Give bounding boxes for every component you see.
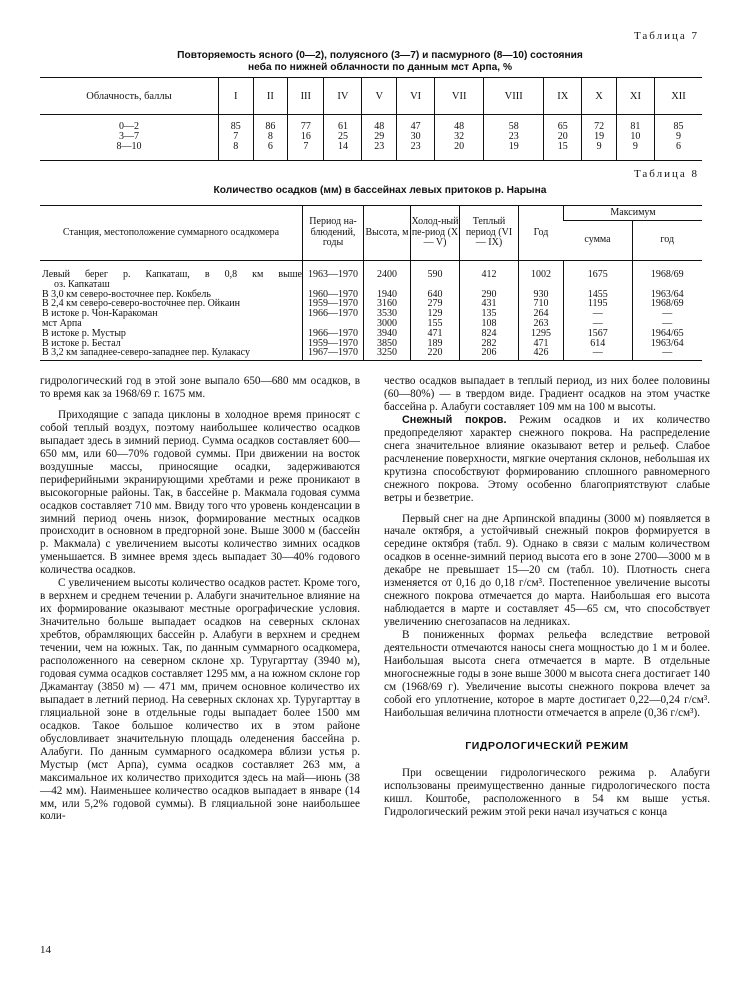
cell: 72 <box>594 121 605 132</box>
cell: 7 <box>303 141 309 152</box>
cell: 14 <box>337 141 348 152</box>
warm-value: 824 <box>481 327 497 339</box>
cell: 9 <box>675 131 681 142</box>
height-col <box>364 261 411 361</box>
month-col <box>253 115 288 161</box>
cell: 6 <box>675 141 681 152</box>
cell: 65 <box>557 121 568 132</box>
max-sum-value: 1675 <box>587 269 608 280</box>
cell: 8 <box>267 131 273 142</box>
year-value: 264 <box>533 308 549 320</box>
year-col <box>519 261 564 361</box>
month-header: II <box>253 78 288 115</box>
month-col <box>435 115 484 161</box>
year-value: 471 <box>533 337 549 349</box>
cell: 58 <box>508 121 519 132</box>
paragraph: При освещении гидрологического режима р. Алабуги использованы преимущественно данные гидрологического поста кишл. Коштобе, расположенного в 54 км выше устья. Гидрологический режим этой реки начал изучаться с конца <box>384 766 710 818</box>
month-col <box>362 115 397 161</box>
max-sum-value: — <box>592 317 603 329</box>
period: 1966—1970 <box>308 308 358 320</box>
cell: 29 <box>374 131 385 142</box>
header-max-year: год <box>632 221 702 261</box>
max-sum-value: 1567 <box>587 327 608 339</box>
cold-value: 640 <box>427 288 443 300</box>
cell: 81 <box>630 121 641 132</box>
header-cold: Холод-ный пе-риод (X — V) <box>411 206 460 261</box>
max-sum-value: 1195 <box>587 298 608 310</box>
header-period: Период на-блюдений, годы <box>303 206 364 261</box>
max-year-col <box>632 261 702 361</box>
paragraph: чество осадков выпадает в теплый период, из них более половины (60—80%) — в твердом виде. Градиент осадков на этом участке бассейна р. Алабуги составляет 109 мм на 100 м высоты. <box>384 375 710 413</box>
table-7-caption <box>100 50 660 74</box>
max-year-value: 1964/65 <box>650 327 684 339</box>
max-year-value: — <box>662 308 673 320</box>
cell: 19 <box>594 131 605 142</box>
warm-value: 282 <box>481 337 497 349</box>
cold-value: 590 <box>427 269 443 280</box>
height: 3850 <box>377 337 397 349</box>
paragraph: Приходящие с запада циклоны в холодное время приносят с собой теплый воздух, поэтому наибольшее количество осадков выпадает здесь в зимний период. Сумма осадков составляет 600—650 мм, или 60—70% годовой суммы. При движении на восток воздушные массы, приносящие осадки, задерживаются периферийными экранирующими хребтами и реже проникают в высокогорные районы. Так, в бассейне р. Макмала годовая сумма осадков составляет 710 мм. Ввиду того что уровень конденсации в зимний период очень низок, формирование местных осадков происходит в основном в предгорной зоне. Выше 3000 м (бассейн р. Макмала) с увеличением высоты количество зимних осадков уменьшается. В зимнее время здесь выпадает 30—40% годового количества осадков. <box>40 408 360 577</box>
year-value: 1002 <box>531 269 551 280</box>
month-header: XII <box>654 78 702 115</box>
cell: 32 <box>454 131 465 142</box>
max-year-value: — <box>662 317 673 329</box>
month-col <box>582 115 617 161</box>
station-name: В истоке р. Чон-Каракоман <box>42 308 158 320</box>
station-name: Левый берег р. Капкаташ, в 0,8 км выше <box>42 269 302 280</box>
station-name: оз. Капкаташ <box>54 278 110 290</box>
table-7-caption-line2: неба по нижней облачности по данным мст Арпа, % <box>248 62 512 73</box>
cell: 61 <box>337 121 348 132</box>
month-col <box>616 115 654 161</box>
table-8-caption: Количество осадков (мм) в бассейнах левых притоков р. Нарына <box>213 185 547 196</box>
table-7-label: Таблица 7 <box>633 30 699 42</box>
table-8-label: Таблица 8 <box>633 168 699 180</box>
table-8 <box>40 205 702 361</box>
cold-value: 189 <box>427 337 443 349</box>
year-value: 426 <box>533 347 549 359</box>
month-col <box>288 115 324 161</box>
cell: 10 <box>630 131 641 142</box>
cell: 7 <box>233 131 239 142</box>
month-header: XI <box>616 78 654 115</box>
cell: 9 <box>632 141 638 152</box>
cell: 16 <box>300 131 311 142</box>
station-name: В истоке р. Мустыр <box>42 327 126 339</box>
station-name: В 3,0 км северо-восточнее пер. Кокбель <box>42 288 211 300</box>
period: 1963—1970 <box>308 269 358 280</box>
year-value: 710 <box>533 298 549 310</box>
right-column <box>384 375 710 819</box>
cell: 48 <box>454 121 465 132</box>
cold-value: 155 <box>427 317 443 329</box>
max-year-value: 1963/64 <box>650 288 684 300</box>
month-header: IX <box>544 78 582 115</box>
period: 1960—1970 <box>308 288 358 300</box>
cell: 9 <box>596 141 602 152</box>
month-header: I <box>219 78 254 115</box>
station-name: В истоке р. Бестал <box>42 337 121 349</box>
max-sum-value: 1455 <box>587 288 608 300</box>
section-title-hydrological-regime: ГИДРОЛОГИЧЕСКИЙ РЕЖИМ <box>465 739 629 752</box>
cell: 6 <box>267 141 273 152</box>
warm-value: 135 <box>481 308 497 320</box>
cold-value: 279 <box>427 298 443 310</box>
cold-col <box>411 261 460 361</box>
paragraph-text: Режим осадков и их количество предопределяют характер снежного покрова. На распределение снега значительное влияние оказывают ветер и рельеф. Слабое расчленение поверхности, мягкие очертания склонов, небольшая их крутизна способствуют формированию сплошного равномерного снежного покрова. Этому особенно благоприятствуют слабые ветры и безветрие. <box>384 413 711 504</box>
month-col <box>324 115 362 161</box>
period: 1966—1970 <box>308 327 358 339</box>
station-name: В 3,2 км западнее-северо-западнее пер. Кулакасу <box>42 347 250 359</box>
row-label: 8—10 <box>116 141 142 152</box>
month-header: X <box>582 78 617 115</box>
header-height: Высота, м <box>364 206 411 261</box>
max-sum-value: — <box>592 308 603 320</box>
year-value: 263 <box>533 317 549 329</box>
header-max: Максимум <box>564 206 703 221</box>
cell: 48 <box>374 121 385 132</box>
row-label: 3—7 <box>119 131 139 142</box>
header-warm: Теплый период (VI — IX) <box>460 206 519 261</box>
cold-value: 129 <box>427 308 443 320</box>
cell: 86 <box>265 121 276 132</box>
cell: 8 <box>233 141 239 152</box>
snow-cover-heading: Снежный покров. <box>402 413 507 426</box>
cell: 25 <box>337 131 348 142</box>
month-header: VII <box>435 78 484 115</box>
month-header: VI <box>397 78 435 115</box>
max-sum-col <box>564 261 633 361</box>
cell: 15 <box>557 141 568 152</box>
cell: 20 <box>454 141 465 152</box>
table-7-caption-line1: Повторяемость ясного (0—2), полуясного (3—7) и пасмурного (8—10) состояния <box>177 50 583 61</box>
cell: 47 <box>410 121 421 132</box>
warm-value: 290 <box>481 288 497 300</box>
header-year: Год <box>519 206 564 261</box>
year-value: 930 <box>533 288 549 300</box>
month-header: VIII <box>484 78 544 115</box>
paragraph: В пониженных формах рельефа вследствие ветровой деятельности отмечаются наносы снега мощностью до 1 м и более. Наибольшая высота снега отмечается в марте. В отдельные многоснежные годы в зоне выше 3000 м высота снега достигает 140 см (1968/69 г). Увеличение высоты снежного покрова влечет за собой его уплотнение, которое в марте достигает 0,22—0,24 г/см³. Наибольшая величина плотности отмечается в апреле (0,36 г/см³). <box>384 629 711 719</box>
station-name: В 2,4 км северо-северо-восточнее пер. Ойкаин <box>42 298 241 310</box>
row-labels <box>40 115 219 161</box>
page-number: 14 <box>40 944 51 956</box>
month-col <box>219 115 254 161</box>
header-station: Станция, местоположение суммарного осадкомера <box>40 206 303 261</box>
paragraph: С увеличением высоты количество осадков растет. Кроме того, в верхнем и среднем течении р. Алабуги значительное влияние на их формирование оказывают местные орографические условия. Значительно больше выпадает осадков на северных склонах хребтов, обрамляющих бассейн р. Алабуги в верхнем и среднем течении, чем на южных. Так, по данным суммарного осадкомера, расположенного на северном склоне хр. Туругарттау (3940 м), годовая сумма осадков составляет 1295 мм, а на южном склоне гор Джамантау (3850 м) — 471 мм, причем основное количество их выпадает в летний период. На северных склонах хр. Туругарттау в гляциальной зоне в отдельные годы выпадает более 1500 мм осадков. Такое большое количество их в этом районе обусловливает значительную площадь оледенения бассейна р. Алабуги. По данным суммарного осадкомера вблизи устья р. Мустыр (мст Арпа), сумма осадков составляет 263 мм, а максимальное их количество приходится здесь на май—июнь (38—42 мм). Наименьшее количество осадков выпадает в январе (14 мм, или 5,2% годовой суммы). В гляциальной зоне наибольшее коли- <box>40 577 360 823</box>
header-max-sum: сумма <box>564 221 633 261</box>
cell: 20 <box>557 131 568 142</box>
period: 1959—1970 <box>308 298 358 310</box>
max-year-value: 1963/64 <box>650 337 684 349</box>
month-header: III <box>288 78 324 115</box>
height: 3940 <box>377 327 397 339</box>
height: 3160 <box>377 298 397 310</box>
warm-col <box>460 261 519 361</box>
height: 1940 <box>377 288 397 300</box>
header-cloudiness: Облачность, баллы <box>40 78 219 115</box>
cell: 23 <box>410 141 421 152</box>
period: 1967—1970 <box>308 347 358 359</box>
height: 3530 <box>377 308 397 320</box>
month-col <box>397 115 435 161</box>
month-col <box>544 115 582 161</box>
cell: 85 <box>673 121 684 132</box>
cell: 23 <box>508 131 519 142</box>
warm-value: 431 <box>481 298 497 310</box>
month-header: V <box>362 78 397 115</box>
row-label: 0—2 <box>119 121 139 132</box>
height: 3000 <box>377 317 397 329</box>
station-col <box>40 261 303 361</box>
period: 1959—1970 <box>308 337 358 349</box>
cold-value: 220 <box>427 347 443 359</box>
cell: 77 <box>300 121 311 132</box>
height: 3250 <box>377 347 397 359</box>
paragraph: гидрологический год в этой зоне выпало 650—680 мм осадков, в то время как за 1968/69 г. 1675 мм. <box>40 375 360 400</box>
paragraph <box>384 414 710 505</box>
warm-value: 206 <box>481 347 497 359</box>
period-col <box>303 261 364 361</box>
cell: 19 <box>508 141 519 152</box>
left-column <box>40 375 360 823</box>
month-col <box>654 115 702 161</box>
month-col <box>484 115 544 161</box>
max-year-value: 1968/69 <box>650 269 684 280</box>
paragraph: Первый снег на дне Арпинской впадины (3000 м) появляется в начале октября, а устойчивый снежный покров формируется в середине октября (табл. 9). Однако в связи с малым количеством осадков в осенне-зимний период высота его в зоне 2700—3000 м в декабре не превышает 15—20 см (табл. 10). Плотность снега изменяется от 0,16 до 0,18 г/см³. Постепенное увеличение высоты снежного покрова отмечается до марта. Наибольшая его высота наблюдается в марте и составляет 45—65 см, что способствует увеличению снегозапасов на ледниках. <box>384 512 710 629</box>
max-year-value: 1968/69 <box>650 298 684 310</box>
year-value: 1295 <box>531 327 551 339</box>
warm-value: 412 <box>481 269 497 280</box>
table-7 <box>40 77 702 161</box>
cell: 30 <box>410 131 421 142</box>
cell: 23 <box>374 141 385 152</box>
max-sum-value: 614 <box>590 337 606 349</box>
month-header: IV <box>324 78 362 115</box>
station-name: мст Арпа <box>42 317 82 329</box>
cold-value: 471 <box>427 327 443 339</box>
height: 2400 <box>377 269 397 280</box>
max-year-value: — <box>662 347 673 359</box>
warm-value: 108 <box>481 317 497 329</box>
cell: 85 <box>230 121 241 132</box>
max-sum-value: — <box>592 347 603 359</box>
